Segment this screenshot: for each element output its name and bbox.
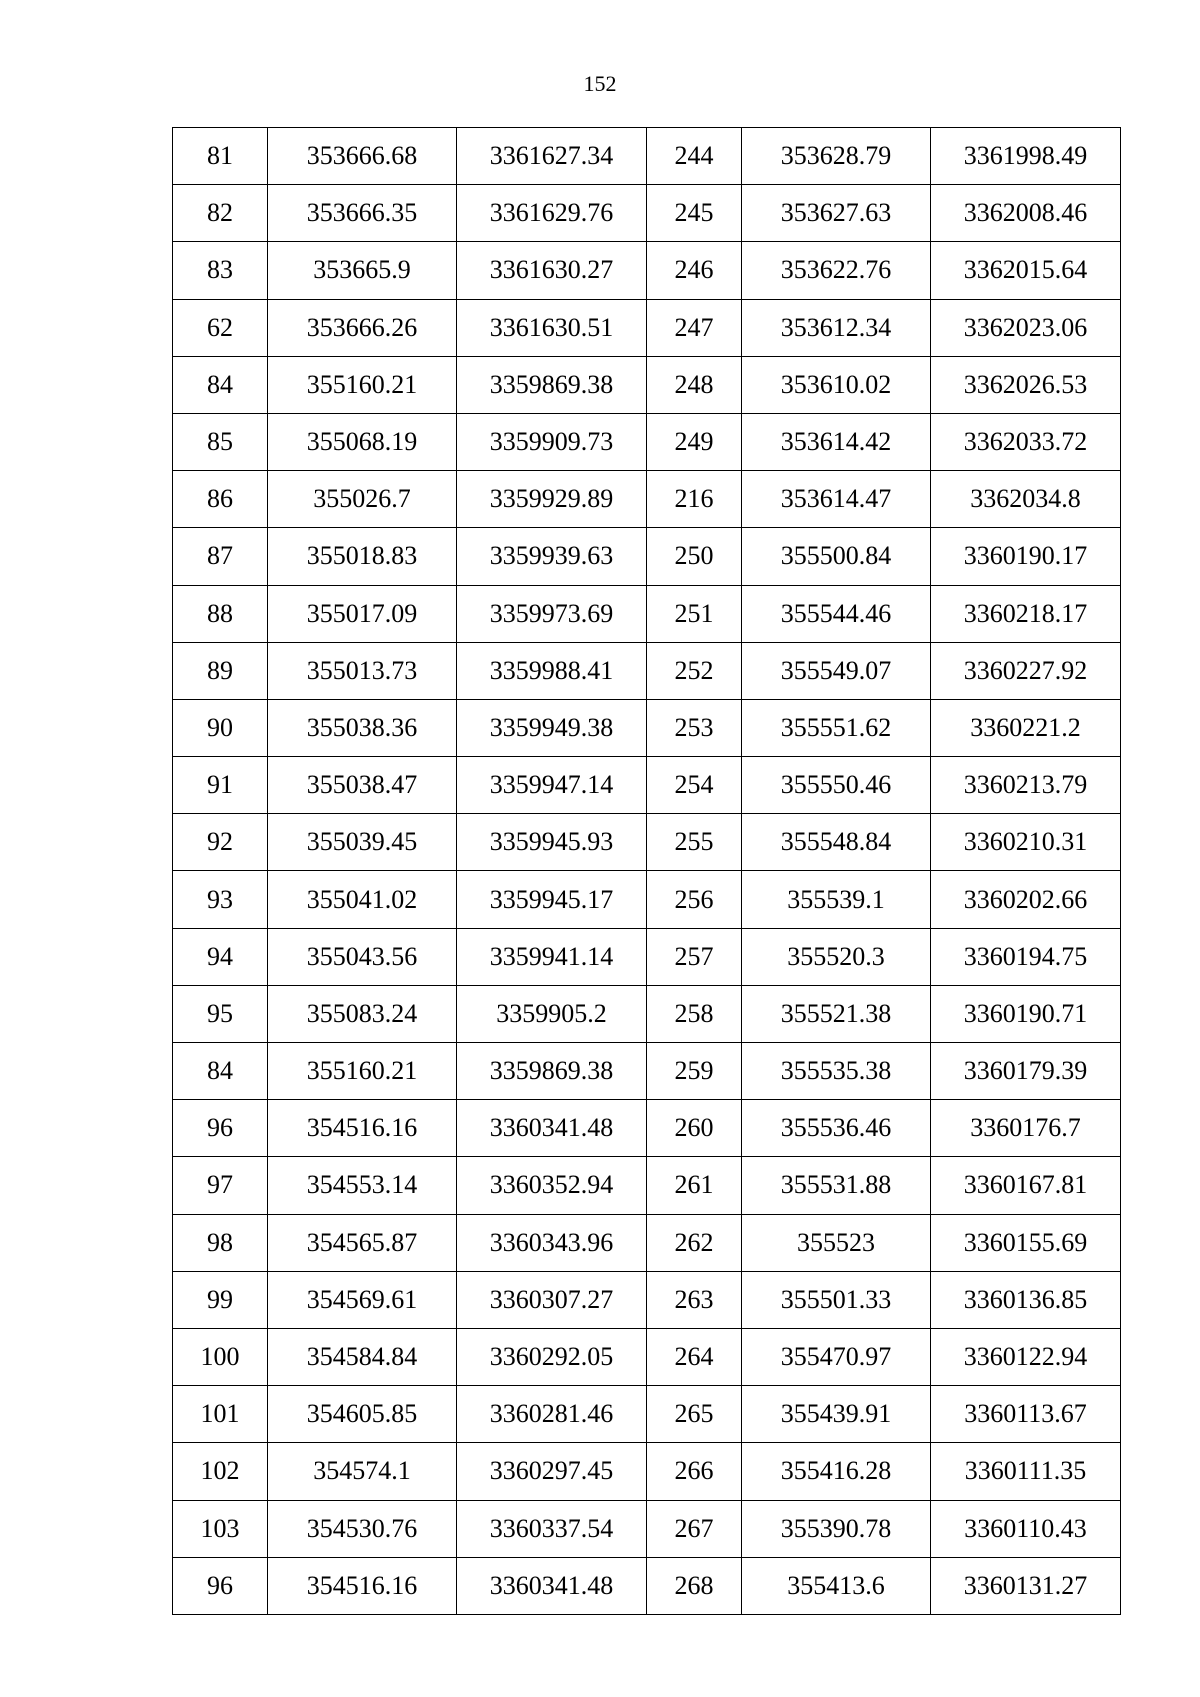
cell-y-coordinate-left: 3360297.45 (457, 1443, 647, 1500)
cell-y-coordinate-left: 3360292.05 (457, 1328, 647, 1385)
cell-x-coordinate-left: 355018.83 (268, 528, 457, 585)
cell-point-id-right: 249 (647, 413, 742, 470)
cell-x-coordinate-left: 355013.73 (268, 642, 457, 699)
cell-x-coordinate-left: 354574.1 (268, 1443, 457, 1500)
cell-y-coordinate-left: 3359945.17 (457, 871, 647, 928)
cell-x-coordinate-right: 353614.47 (742, 471, 931, 528)
cell-y-coordinate-left: 3359947.14 (457, 757, 647, 814)
table-row (173, 356, 1121, 413)
table-row (173, 413, 1121, 470)
table-row (173, 1043, 1121, 1100)
cell-x-coordinate-right: 355523 (742, 1214, 931, 1271)
cell-y-coordinate-right: 3362015.64 (931, 242, 1121, 299)
cell-x-coordinate-right: 355390.78 (742, 1500, 931, 1557)
cell-x-coordinate-left: 355017.09 (268, 585, 457, 642)
cell-x-coordinate-right: 353614.42 (742, 413, 931, 470)
cell-y-coordinate-right: 3360190.71 (931, 985, 1121, 1042)
cell-point-id-right: 247 (647, 299, 742, 356)
cell-point-id-left: 103 (173, 1500, 268, 1557)
cell-point-id-left: 98 (173, 1214, 268, 1271)
cell-point-id-right: 216 (647, 471, 742, 528)
table-row (173, 1214, 1121, 1271)
cell-point-id-right: 251 (647, 585, 742, 642)
cell-x-coordinate-right: 355413.6 (742, 1557, 931, 1614)
cell-y-coordinate-right: 3361998.49 (931, 128, 1121, 185)
cell-y-coordinate-right: 3360113.67 (931, 1386, 1121, 1443)
cell-point-id-right: 248 (647, 356, 742, 413)
cell-x-coordinate-right: 353627.63 (742, 185, 931, 242)
table-row (173, 985, 1121, 1042)
cell-point-id-left: 102 (173, 1443, 268, 1500)
cell-y-coordinate-right: 3360155.69 (931, 1214, 1121, 1271)
cell-y-coordinate-left: 3359973.69 (457, 585, 647, 642)
cell-point-id-right: 262 (647, 1214, 742, 1271)
cell-y-coordinate-right: 3360202.66 (931, 871, 1121, 928)
table-row (173, 185, 1121, 242)
cell-y-coordinate-left: 3359949.38 (457, 699, 647, 756)
cell-point-id-left: 91 (173, 757, 268, 814)
cell-y-coordinate-left: 3360307.27 (457, 1271, 647, 1328)
cell-x-coordinate-left: 354516.16 (268, 1100, 457, 1157)
cell-y-coordinate-right: 3360210.31 (931, 814, 1121, 871)
cell-x-coordinate-left: 354516.16 (268, 1557, 457, 1614)
cell-x-coordinate-right: 355539.1 (742, 871, 931, 928)
cell-y-coordinate-left: 3359941.14 (457, 928, 647, 985)
cell-point-id-right: 257 (647, 928, 742, 985)
cell-point-id-right: 246 (647, 242, 742, 299)
cell-point-id-left: 86 (173, 471, 268, 528)
cell-y-coordinate-right: 3360122.94 (931, 1328, 1121, 1385)
cell-x-coordinate-right: 353628.79 (742, 128, 931, 185)
cell-point-id-right: 245 (647, 185, 742, 242)
cell-y-coordinate-right: 3360213.79 (931, 757, 1121, 814)
cell-y-coordinate-right: 3360167.81 (931, 1157, 1121, 1214)
cell-y-coordinate-right: 3362008.46 (931, 185, 1121, 242)
cell-x-coordinate-left: 355043.56 (268, 928, 457, 985)
cell-point-id-right: 265 (647, 1386, 742, 1443)
cell-point-id-right: 255 (647, 814, 742, 871)
table-row (173, 242, 1121, 299)
table-row (173, 528, 1121, 585)
cell-x-coordinate-left: 355038.36 (268, 699, 457, 756)
cell-y-coordinate-right: 3360179.39 (931, 1043, 1121, 1100)
cell-point-id-left: 81 (173, 128, 268, 185)
cell-point-id-left: 101 (173, 1386, 268, 1443)
cell-y-coordinate-left: 3360337.54 (457, 1500, 647, 1557)
cell-point-id-left: 82 (173, 185, 268, 242)
cell-x-coordinate-left: 354569.61 (268, 1271, 457, 1328)
cell-point-id-left: 96 (173, 1100, 268, 1157)
cell-y-coordinate-left: 3359929.89 (457, 471, 647, 528)
table-row (173, 1157, 1121, 1214)
cell-x-coordinate-left: 355068.19 (268, 413, 457, 470)
cell-point-id-right: 252 (647, 642, 742, 699)
cell-point-id-left: 88 (173, 585, 268, 642)
cell-point-id-left: 89 (173, 642, 268, 699)
cell-y-coordinate-right: 3362023.06 (931, 299, 1121, 356)
table-row (173, 1386, 1121, 1443)
cell-point-id-right: 253 (647, 699, 742, 756)
cell-point-id-left: 83 (173, 242, 268, 299)
cell-y-coordinate-left: 3360341.48 (457, 1100, 647, 1157)
cell-y-coordinate-left: 3361630.27 (457, 242, 647, 299)
cell-point-id-left: 84 (173, 356, 268, 413)
cell-point-id-left: 92 (173, 814, 268, 871)
cell-y-coordinate-right: 3360221.2 (931, 699, 1121, 756)
cell-x-coordinate-right: 355550.46 (742, 757, 931, 814)
table-row (173, 1557, 1121, 1614)
cell-x-coordinate-right: 355470.97 (742, 1328, 931, 1385)
cell-x-coordinate-right: 355549.07 (742, 642, 931, 699)
cell-x-coordinate-left: 355039.45 (268, 814, 457, 871)
table-row (173, 642, 1121, 699)
cell-x-coordinate-right: 355544.46 (742, 585, 931, 642)
cell-point-id-right: 264 (647, 1328, 742, 1385)
table-row (173, 471, 1121, 528)
cell-x-coordinate-left: 355160.21 (268, 356, 457, 413)
table-row (173, 699, 1121, 756)
coordinate-table (172, 127, 1121, 1615)
cell-y-coordinate-left: 3359905.2 (457, 985, 647, 1042)
table-row (173, 299, 1121, 356)
cell-point-id-right: 250 (647, 528, 742, 585)
cell-x-coordinate-right: 355439.91 (742, 1386, 931, 1443)
cell-y-coordinate-left: 3359939.63 (457, 528, 647, 585)
cell-x-coordinate-left: 354530.76 (268, 1500, 457, 1557)
cell-y-coordinate-right: 3362034.8 (931, 471, 1121, 528)
cell-point-id-left: 90 (173, 699, 268, 756)
cell-x-coordinate-right: 353610.02 (742, 356, 931, 413)
cell-y-coordinate-right: 3360176.7 (931, 1100, 1121, 1157)
table-row (173, 1271, 1121, 1328)
cell-point-id-left: 85 (173, 413, 268, 470)
cell-x-coordinate-left: 355160.21 (268, 1043, 457, 1100)
cell-x-coordinate-left: 353666.35 (268, 185, 457, 242)
cell-y-coordinate-left: 3360281.46 (457, 1386, 647, 1443)
cell-x-coordinate-left: 354584.84 (268, 1328, 457, 1385)
cell-point-id-right: 266 (647, 1443, 742, 1500)
cell-x-coordinate-right: 355520.3 (742, 928, 931, 985)
cell-x-coordinate-right: 355500.84 (742, 528, 931, 585)
cell-y-coordinate-right: 3360218.17 (931, 585, 1121, 642)
cell-x-coordinate-right: 355536.46 (742, 1100, 931, 1157)
cell-point-id-right: 267 (647, 1500, 742, 1557)
cell-point-id-left: 93 (173, 871, 268, 928)
cell-y-coordinate-right: 3360190.17 (931, 528, 1121, 585)
cell-y-coordinate-left: 3360352.94 (457, 1157, 647, 1214)
cell-point-id-left: 100 (173, 1328, 268, 1385)
cell-x-coordinate-right: 353612.34 (742, 299, 931, 356)
cell-x-coordinate-right: 355416.28 (742, 1443, 931, 1500)
cell-y-coordinate-left: 3359869.38 (457, 1043, 647, 1100)
cell-y-coordinate-left: 3359988.41 (457, 642, 647, 699)
table-row (173, 1500, 1121, 1557)
cell-y-coordinate-right: 3360111.35 (931, 1443, 1121, 1500)
cell-y-coordinate-right: 3362026.53 (931, 356, 1121, 413)
cell-x-coordinate-right: 355501.33 (742, 1271, 931, 1328)
cell-point-id-right: 260 (647, 1100, 742, 1157)
page-number: 152 (583, 71, 617, 96)
cell-x-coordinate-left: 355083.24 (268, 985, 457, 1042)
table-row (173, 1328, 1121, 1385)
cell-y-coordinate-left: 3359945.93 (457, 814, 647, 871)
cell-x-coordinate-left: 354553.14 (268, 1157, 457, 1214)
cell-y-coordinate-left: 3360343.96 (457, 1214, 647, 1271)
cell-point-id-left: 94 (173, 928, 268, 985)
coordinate-table-body (173, 128, 1121, 1615)
cell-y-coordinate-right: 3360131.27 (931, 1557, 1121, 1614)
cell-point-id-right: 258 (647, 985, 742, 1042)
table-row (173, 1100, 1121, 1157)
cell-point-id-left: 95 (173, 985, 268, 1042)
cell-x-coordinate-right: 355548.84 (742, 814, 931, 871)
cell-x-coordinate-left: 354605.85 (268, 1386, 457, 1443)
cell-x-coordinate-right: 355551.62 (742, 699, 931, 756)
table-row (173, 585, 1121, 642)
cell-point-id-left: 87 (173, 528, 268, 585)
cell-y-coordinate-left: 3360341.48 (457, 1557, 647, 1614)
table-row (173, 128, 1121, 185)
cell-y-coordinate-right: 3360194.75 (931, 928, 1121, 985)
cell-y-coordinate-right: 3360227.92 (931, 642, 1121, 699)
cell-point-id-right: 259 (647, 1043, 742, 1100)
cell-x-coordinate-right: 355521.38 (742, 985, 931, 1042)
cell-y-coordinate-left: 3361629.76 (457, 185, 647, 242)
cell-y-coordinate-right: 3360110.43 (931, 1500, 1121, 1557)
cell-x-coordinate-left: 355026.7 (268, 471, 457, 528)
cell-point-id-left: 96 (173, 1557, 268, 1614)
table-row (173, 757, 1121, 814)
cell-point-id-left: 84 (173, 1043, 268, 1100)
cell-x-coordinate-right: 353622.76 (742, 242, 931, 299)
table-row (173, 1443, 1121, 1500)
cell-x-coordinate-left: 353666.26 (268, 299, 457, 356)
cell-point-id-right: 261 (647, 1157, 742, 1214)
cell-y-coordinate-left: 3359909.73 (457, 413, 647, 470)
cell-point-id-left: 62 (173, 299, 268, 356)
cell-point-id-right: 263 (647, 1271, 742, 1328)
table-row (173, 928, 1121, 985)
cell-point-id-right: 244 (647, 128, 742, 185)
cell-y-coordinate-left: 3361630.51 (457, 299, 647, 356)
cell-x-coordinate-left: 354565.87 (268, 1214, 457, 1271)
table-row (173, 814, 1121, 871)
cell-point-id-right: 268 (647, 1557, 742, 1614)
cell-y-coordinate-right: 3360136.85 (931, 1271, 1121, 1328)
cell-x-coordinate-right: 355531.88 (742, 1157, 931, 1214)
cell-point-id-left: 99 (173, 1271, 268, 1328)
cell-y-coordinate-right: 3362033.72 (931, 413, 1121, 470)
cell-x-coordinate-left: 355038.47 (268, 757, 457, 814)
cell-point-id-right: 254 (647, 757, 742, 814)
cell-x-coordinate-left: 355041.02 (268, 871, 457, 928)
cell-y-coordinate-left: 3361627.34 (457, 128, 647, 185)
cell-x-coordinate-left: 353666.68 (268, 128, 457, 185)
cell-y-coordinate-left: 3359869.38 (457, 356, 647, 413)
table-row (173, 871, 1121, 928)
cell-point-id-right: 256 (647, 871, 742, 928)
cell-point-id-left: 97 (173, 1157, 268, 1214)
cell-x-coordinate-right: 355535.38 (742, 1043, 931, 1100)
cell-x-coordinate-left: 353665.9 (268, 242, 457, 299)
